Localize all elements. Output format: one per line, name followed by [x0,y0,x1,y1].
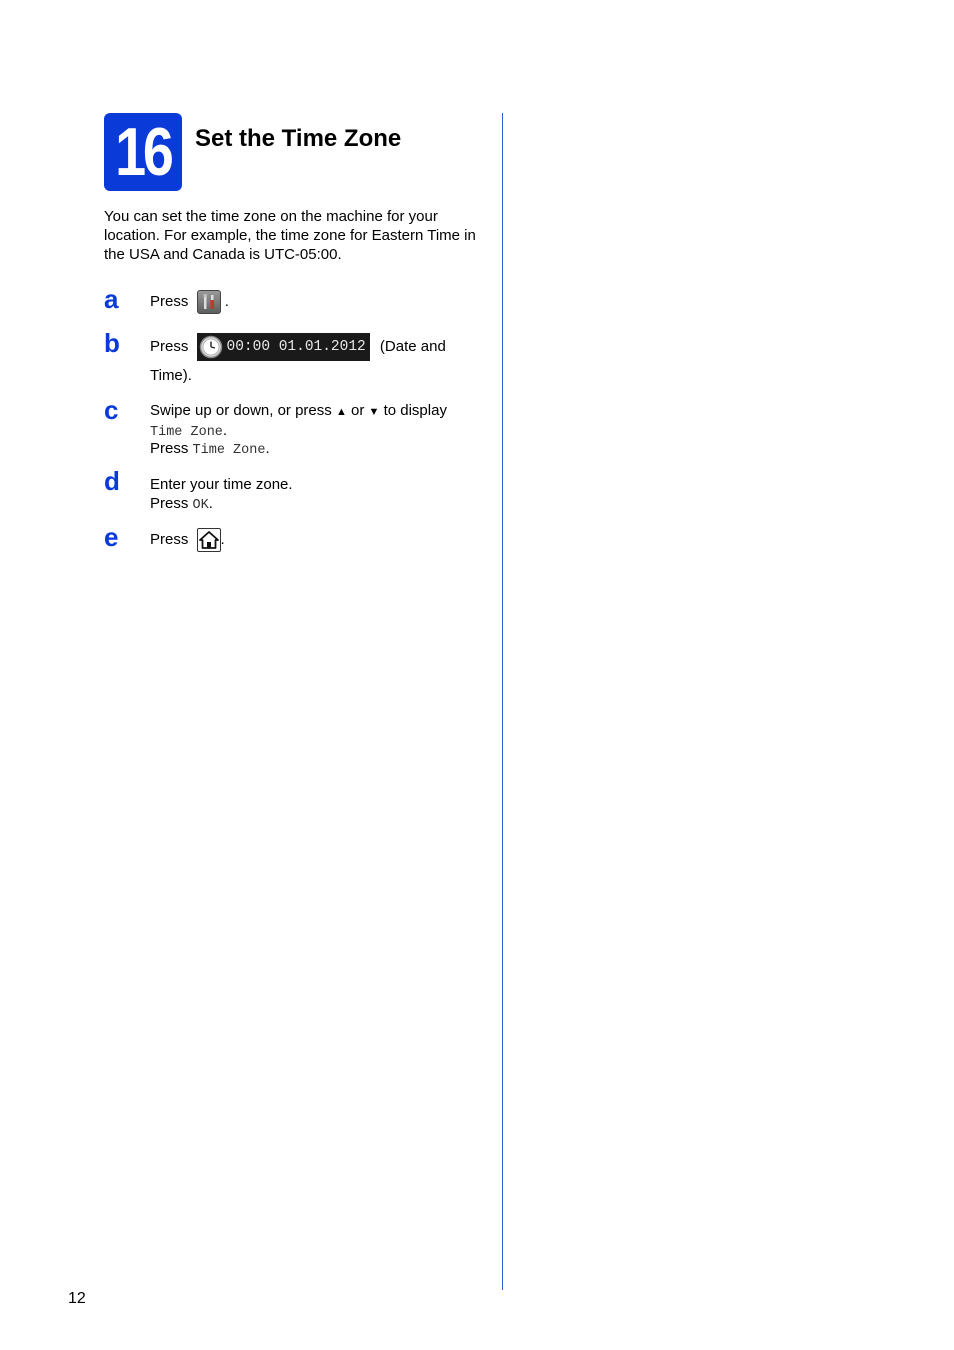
step-letter-a: a [104,284,119,314]
step-e-line [150,528,225,552]
time-zone-button[interactable]: Time Zone [192,443,266,458]
step-b-line [150,333,446,361]
step-d-line1: Enter your time zone. [150,476,293,493]
step-letter-c: c [104,395,119,425]
column-divider [502,113,503,1290]
step-e-after: . [220,530,225,548]
step-c-press: Press [150,440,193,457]
home-icon-glyph [198,529,220,551]
step-letter-d: d [104,466,120,496]
step-a-after: . [224,292,229,310]
home-icon[interactable] [197,528,221,552]
step-c-text2: to display [379,402,447,419]
step-d-line2-end: . [208,495,213,512]
step-c-line3 [150,439,270,460]
step-number-badge [104,113,182,191]
ok-button[interactable]: OK [192,498,209,513]
date-time-button[interactable] [197,333,370,361]
step-c-or: or [346,402,369,419]
step-e-press: Press [150,530,189,548]
tools-icon-glyph [198,291,220,313]
step-a-line [150,290,229,314]
step-letter-b: b [104,328,120,358]
step-b-line2: Time). [150,367,192,384]
intro-paragraph: You can set the time zone on the machine for your location. For example, the time zone for Eastern Time in the USA and Canada is UTC-05:00. [104,208,476,263]
step-c-line2-end: . [222,422,228,439]
step-c-line3-end: . [265,440,270,457]
step-c-line1 [150,401,447,422]
page-number: 12 [68,1290,86,1307]
tools-icon[interactable] [197,290,221,314]
up-arrow-icon: ▲ [335,406,347,418]
step-d-press: Press [150,495,193,512]
down-arrow-icon: ▼ [368,406,380,418]
step-d-line2 [150,494,213,515]
date-time-button-label: 00:00 01.01.2012 [226,339,366,356]
step-b-press: Press [150,338,189,355]
time-zone-label: Time Zone [150,425,223,440]
step-a-press: Press [150,292,189,310]
step-number: 16 [115,114,171,190]
step-b-after: (Date and [379,338,446,355]
step-c-text1: Swipe up or down, or press [150,402,336,419]
section-title: Set the Time Zone [195,125,402,152]
step-letter-e: e [104,522,119,552]
clock-icon [199,335,223,359]
